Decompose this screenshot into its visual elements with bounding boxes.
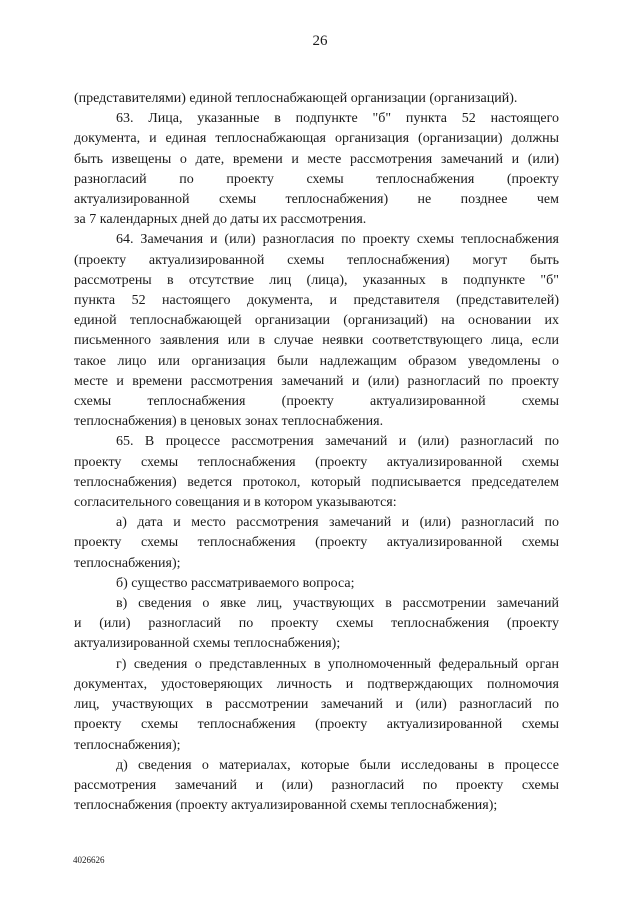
- document-code: 4026626: [73, 855, 105, 865]
- text-line: за 7 календарных дней до даты их рассмотрения.: [74, 212, 367, 228]
- text-line: схемы теплоснабжения (проекту актуализированной схемы: [74, 394, 559, 410]
- text-line: 65. В процессе рассмотрения замечаний и (или) разногласий по: [116, 434, 559, 450]
- text-line: единой теплоснабжающей организации (организаций) на основании их: [74, 313, 559, 329]
- text-line: документах, удостоверяющих личность и подтверждающих полномочия: [74, 676, 559, 692]
- text-line: теплоснабжения) ведется протокол, который подписывается председателем: [74, 474, 559, 490]
- text-line: 64. Замечания и (или) разногласия по проекту схемы теплоснабжения: [116, 232, 559, 248]
- text-line: актуализированной схемы теплоснабжения);: [74, 636, 341, 652]
- text-line: в) сведения о явке лиц, участвующих в рассмотрении замечаний: [116, 596, 559, 612]
- text-line: месте и времени рассмотрения замечаний и (или) разногласий по проекту: [74, 373, 559, 389]
- text-line: б) существо рассматриваемого вопроса;: [116, 575, 355, 591]
- text-line: а) дата и место рассмотрения замечаний и (или) разногласий по: [116, 515, 559, 531]
- text-line: актуализированной схемы теплоснабжения) не позднее чем: [74, 192, 559, 208]
- text-line: лиц, участвующих в рассмотрении замечаний и (или) разногласий по: [74, 697, 559, 713]
- text-line: проекту схемы теплоснабжения (проекту актуализированной схемы: [74, 717, 559, 733]
- text-line: и (или) разногласий по проекту схемы теплоснабжения (проекту: [74, 616, 559, 632]
- text-line: пункта 52 настоящего документа, и представителя (представителей): [74, 293, 559, 309]
- text-line: рассмотрения замечаний и (или) разногласий по проекту схемы: [74, 777, 559, 793]
- text-line: теплоснабжения);: [74, 555, 181, 571]
- text-line: теплоснабжения);: [74, 737, 181, 753]
- page-number: 26: [312, 33, 328, 49]
- text-line: разногласий по проекту схемы теплоснабжения (проекту: [74, 171, 559, 187]
- text-line: такое лицо или организация были надлежащим образом уведомлены о: [74, 353, 559, 369]
- text-line: теплоснабжения) в ценовых зонах теплоснабжения.: [74, 414, 384, 430]
- text-line: 63. Лица, указанные в подпункте "б" пункта 52 настоящего: [116, 111, 559, 127]
- text-line: рассмотрены в отсутствие лиц (лица), указанных в подпункте "б": [74, 272, 559, 288]
- text-line: теплоснабжения (проекту актуализированной схемы теплоснабжения);: [74, 798, 498, 814]
- text-line: документа, и единая теплоснабжающая организация (организации) должны: [74, 131, 559, 147]
- text-line: письменного заявления или в случае неявки соответствующего лица, если: [74, 333, 559, 349]
- text-line: (проекту актуализированной схемы теплоснабжения) могут быть: [74, 252, 559, 268]
- text-line: согласительного совещания и в котором указываются:: [74, 495, 397, 511]
- text-line: быть извещены о дате, времени и месте рассмотрения замечаний и (или): [74, 151, 559, 167]
- text-line: г) сведения о представленных в уполномоченный федеральный орган: [116, 656, 559, 672]
- document-body: [74, 89, 559, 816]
- text-line: (представителями) единой теплоснабжающей организации (организаций).: [74, 91, 518, 106]
- text-line: проекту схемы теплоснабжения (проекту актуализированной схемы: [74, 454, 559, 470]
- text-line: д) сведения о материалах, которые были исследованы в процессе: [116, 757, 559, 773]
- text-line: проекту схемы теплоснабжения (проекту актуализированной схемы: [74, 535, 559, 551]
